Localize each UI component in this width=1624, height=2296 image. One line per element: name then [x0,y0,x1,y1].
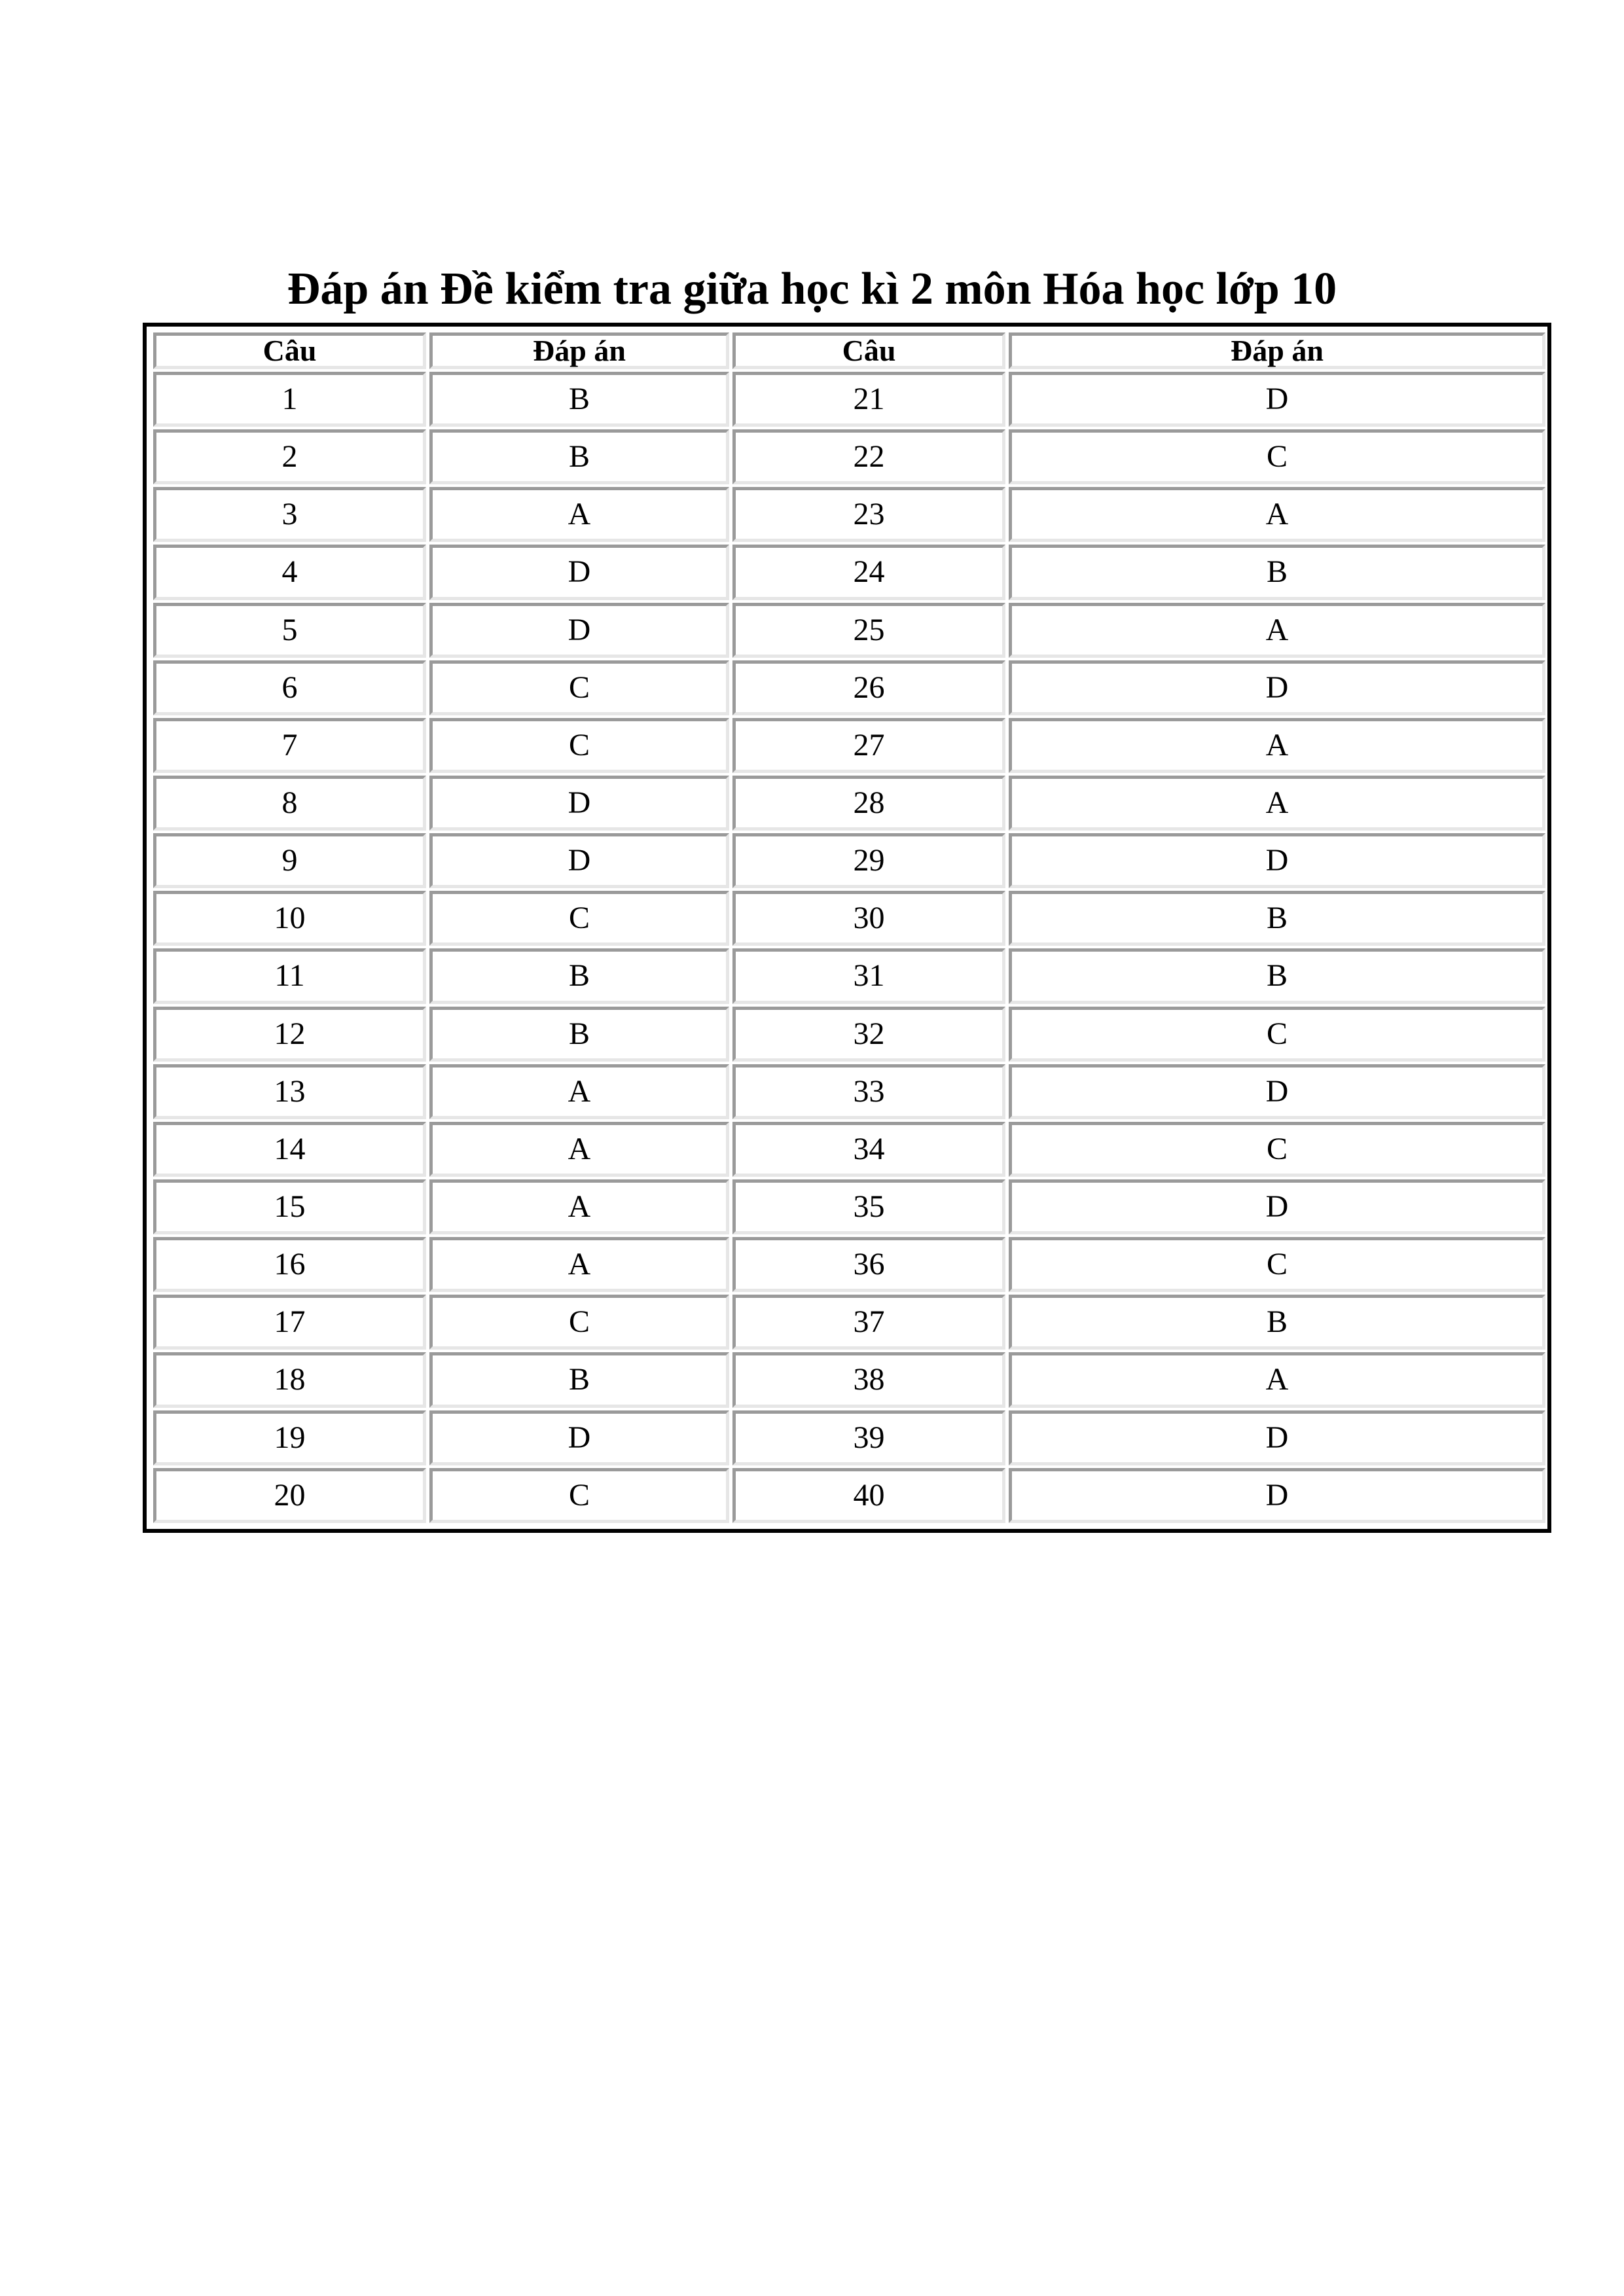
answer-left: A [429,1179,729,1234]
answer-left: C [429,1295,729,1350]
answer-right: A [1009,487,1545,542]
answer-table-frame [143,323,1551,1533]
header-question-right: Câu [732,332,1005,369]
table-row [153,487,1545,542]
question-number-left: 12 [153,1007,426,1062]
table-row [153,948,1545,1003]
answer-left: D [429,1410,729,1465]
question-number-right: 32 [732,1007,1005,1062]
question-number-right: 21 [732,372,1005,427]
table-row [153,1179,1545,1234]
question-number-right: 36 [732,1237,1005,1292]
table-row [153,891,1545,946]
question-number-left: 9 [153,833,426,888]
table-row [153,1122,1545,1177]
answer-left: A [429,487,729,542]
question-number-left: 7 [153,718,426,773]
table-row [153,1007,1545,1062]
answer-left: B [429,1007,729,1062]
answer-left: C [429,660,729,715]
answer-right: B [1009,948,1545,1003]
answer-right: B [1009,1295,1545,1350]
answer-left: A [429,1237,729,1292]
question-number-right: 31 [732,948,1005,1003]
question-number-right: 38 [732,1352,1005,1407]
answer-left: C [429,718,729,773]
question-number-left: 4 [153,545,426,600]
header-answer-right: Đáp án [1009,332,1545,369]
question-number-left: 20 [153,1468,426,1523]
question-number-right: 29 [732,833,1005,888]
answer-left: D [429,833,729,888]
answer-left: B [429,948,729,1003]
answer-right: C [1009,1122,1545,1177]
question-number-right: 27 [732,718,1005,773]
answer-left: D [429,776,729,831]
answer-right: A [1009,776,1545,831]
page-title: Đáp án Đề kiểm tra giữa học kì 2 môn Hóa học lớp 10 [287,263,1337,314]
header-answer-left: Đáp án [429,332,729,369]
table-row [153,1295,1545,1350]
table-row [153,603,1545,658]
question-number-right: 23 [732,487,1005,542]
answer-right: A [1009,603,1545,658]
answer-right: D [1009,372,1545,427]
answer-left: D [429,545,729,600]
answer-right: C [1009,429,1545,484]
answer-left: A [429,1122,729,1177]
table-row [153,372,1545,427]
question-number-left: 6 [153,660,426,715]
answer-right: D [1009,1179,1545,1234]
answer-right: B [1009,545,1545,600]
question-number-right: 34 [732,1122,1005,1177]
answer-left: C [429,1468,729,1523]
table-row [153,1064,1545,1119]
answer-left: B [429,429,729,484]
question-number-left: 3 [153,487,426,542]
answer-left: D [429,603,729,658]
table-row [153,1352,1545,1407]
question-number-right: 40 [732,1468,1005,1523]
question-number-right: 30 [732,891,1005,946]
question-number-left: 16 [153,1237,426,1292]
question-number-right: 22 [732,429,1005,484]
question-number-right: 39 [732,1410,1005,1465]
answer-left: B [429,1352,729,1407]
answer-left: C [429,891,729,946]
question-number-left: 5 [153,603,426,658]
question-number-left: 11 [153,948,426,1003]
table-row [153,660,1545,715]
table-row [153,1237,1545,1292]
question-number-right: 24 [732,545,1005,600]
question-number-right: 25 [732,603,1005,658]
table-row [153,429,1545,484]
answer-rows [153,372,1545,1523]
answer-right: A [1009,1352,1545,1407]
question-number-left: 17 [153,1295,426,1350]
answer-right: C [1009,1237,1545,1292]
table-row [153,833,1545,888]
table-row [153,545,1545,600]
answer-right: A [1009,718,1545,773]
answer-right: D [1009,660,1545,715]
question-number-right: 37 [732,1295,1005,1350]
table-row [153,1468,1545,1523]
question-number-left: 15 [153,1179,426,1234]
question-number-left: 8 [153,776,426,831]
question-number-right: 33 [732,1064,1005,1119]
answer-left: A [429,1064,729,1119]
question-number-left: 2 [153,429,426,484]
header-question-left: Câu [153,332,426,369]
question-number-right: 28 [732,776,1005,831]
answer-right: D [1009,1410,1545,1465]
question-number-left: 14 [153,1122,426,1177]
answer-right: D [1009,833,1545,888]
question-number-right: 35 [732,1179,1005,1234]
answer-table [150,330,1549,1526]
answer-right: D [1009,1064,1545,1119]
question-number-left: 18 [153,1352,426,1407]
table-row [153,776,1545,831]
table-row [153,1410,1545,1465]
answer-right: D [1009,1468,1545,1523]
question-number-left: 10 [153,891,426,946]
table-row [153,718,1545,773]
table-header-row [153,332,1545,369]
answer-right: B [1009,891,1545,946]
question-number-left: 13 [153,1064,426,1119]
answer-left: B [429,372,729,427]
question-number-left: 19 [153,1410,426,1465]
answer-right: C [1009,1007,1545,1062]
question-number-left: 1 [153,372,426,427]
question-number-right: 26 [732,660,1005,715]
